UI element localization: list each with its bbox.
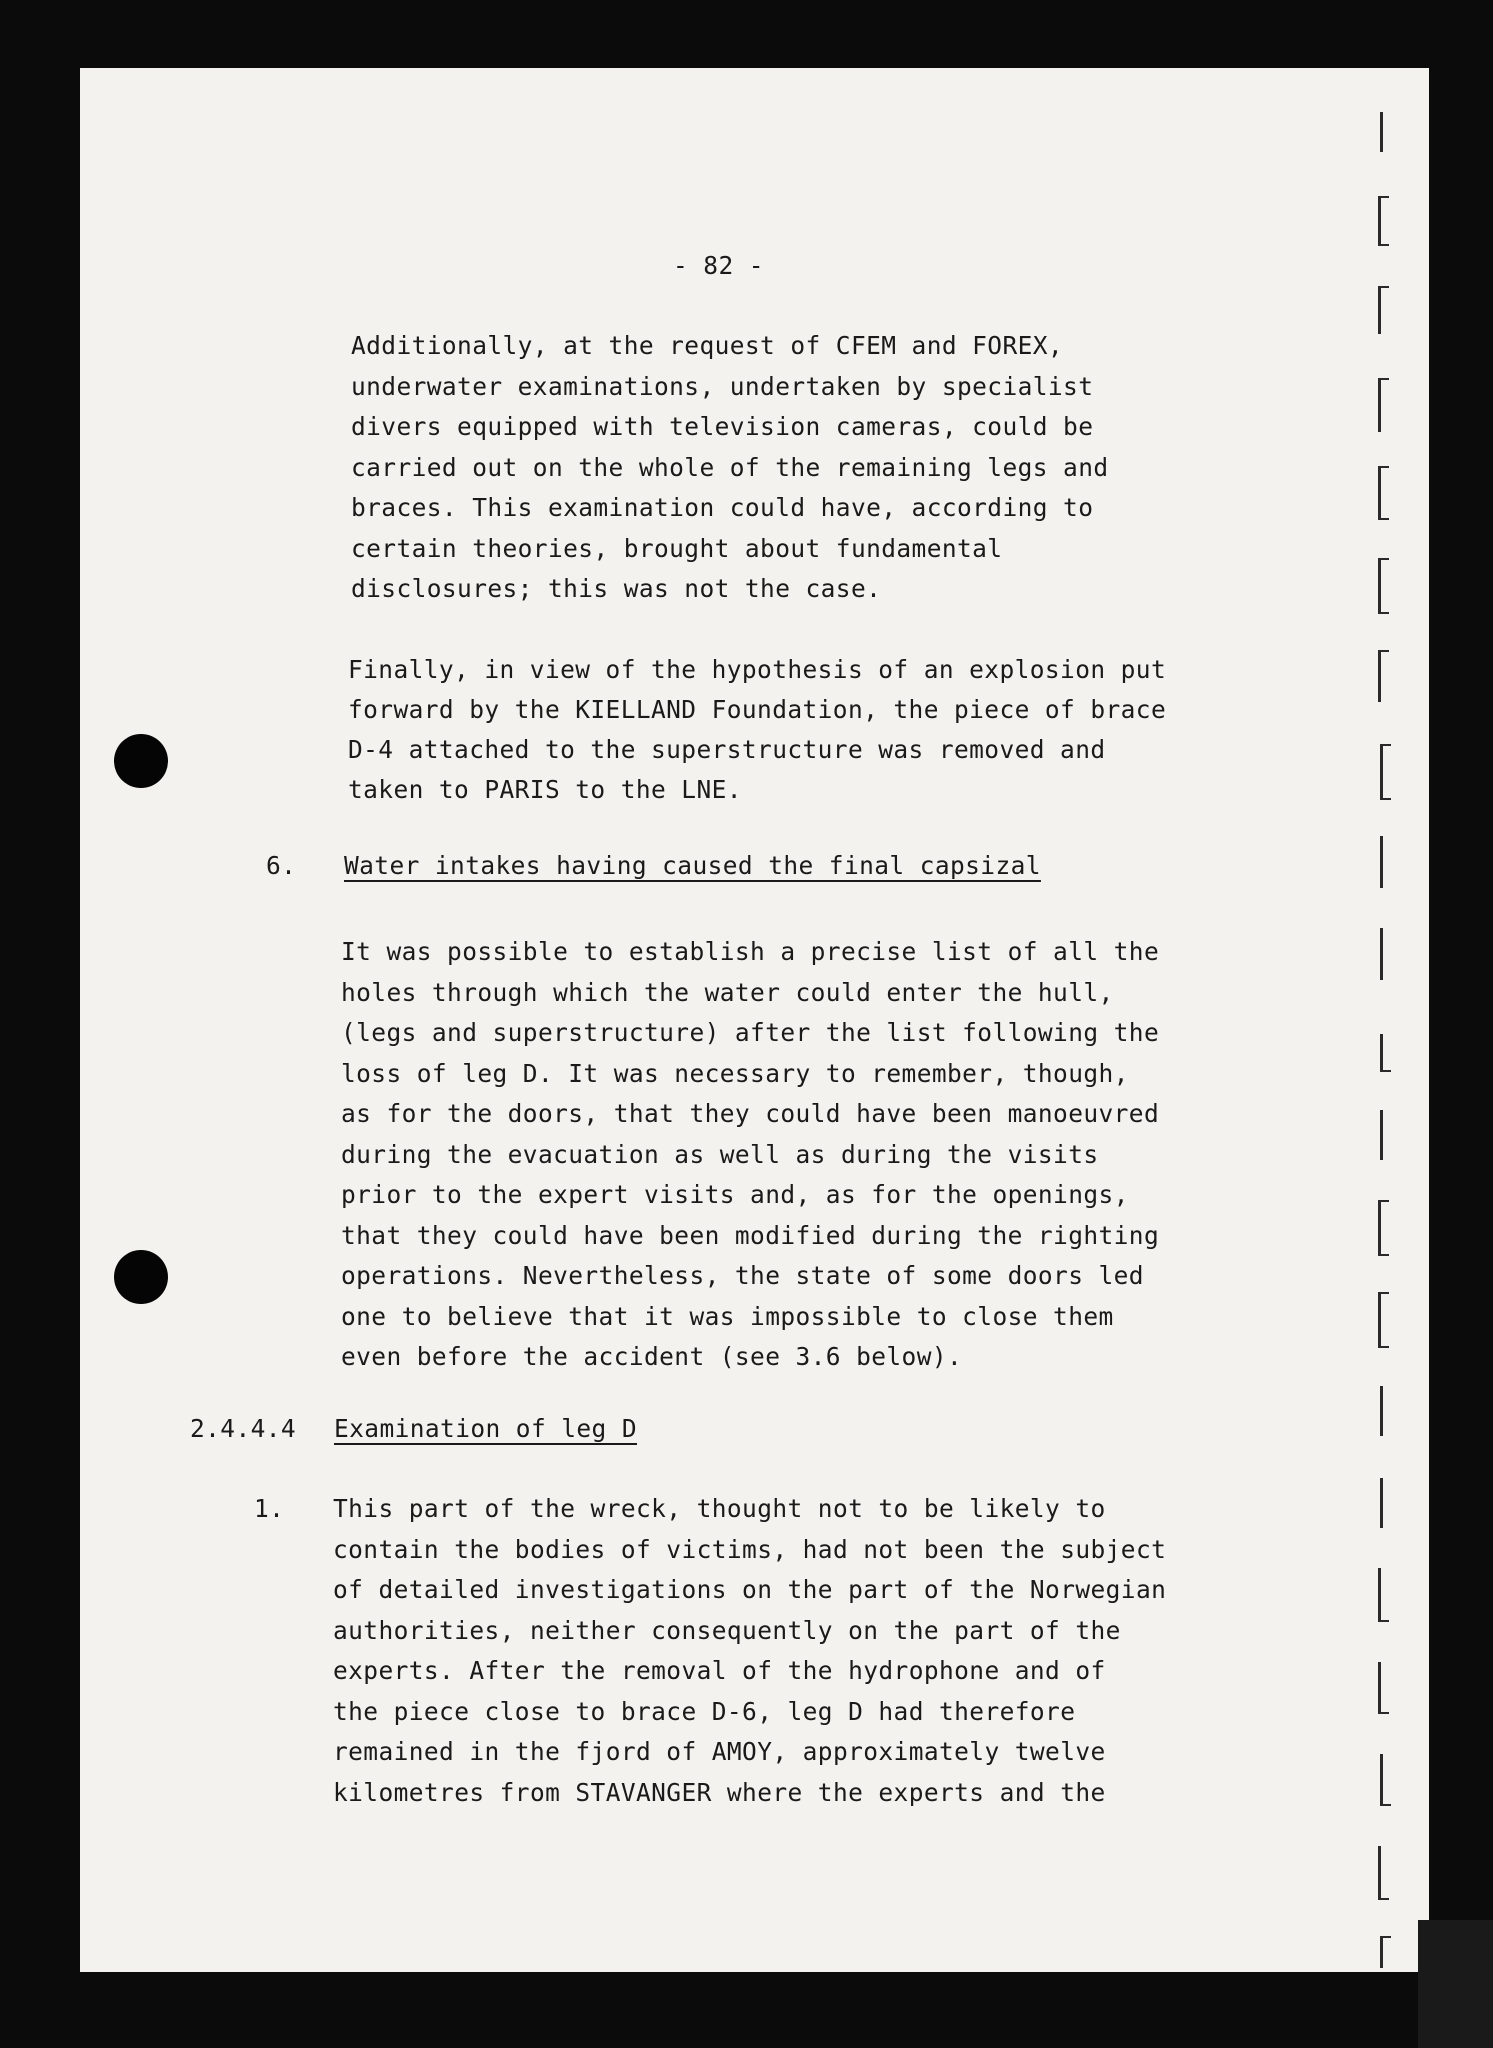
binding-mark bbox=[1380, 1754, 1391, 1806]
binding-mark bbox=[1380, 928, 1391, 980]
binding-mark bbox=[1378, 558, 1389, 614]
text-line: disclosures; this was not the case. bbox=[351, 574, 882, 603]
text-line: of detailed investigations on the part of the Norwegian bbox=[333, 1575, 1167, 1604]
section-heading: Examination of leg D bbox=[334, 1414, 638, 1443]
text-line: kilometres from STAVANGER where the experts and the bbox=[333, 1777, 1106, 1807]
binding-mark bbox=[1378, 466, 1389, 520]
text-line: certain theories, brought about fundamental bbox=[351, 533, 1003, 563]
text-line: It was possible to establish a precise list of all the bbox=[341, 937, 1160, 966]
paragraph-finally bbox=[348, 650, 1166, 810]
binding-mark bbox=[1378, 196, 1389, 246]
binding-mark bbox=[1380, 1034, 1391, 1072]
text-line: contain the bodies of victims, had not been the subject bbox=[333, 1534, 1167, 1564]
binding-mark bbox=[1378, 1662, 1389, 1714]
binding-mark bbox=[1380, 836, 1391, 888]
text-line: divers equipped with television cameras, could be bbox=[351, 412, 1094, 441]
binding-mark bbox=[1380, 1386, 1391, 1436]
text-line: holes through which the water could enter the hull, bbox=[341, 977, 1114, 1007]
text-line: carried out on the whole of the remaining legs and bbox=[351, 452, 1109, 482]
text-line: one to believe that it was impossible to close them bbox=[341, 1301, 1114, 1331]
binding-mark bbox=[1380, 1110, 1391, 1160]
punch-hole-upper bbox=[114, 734, 168, 788]
text-line: experts. After the removal of the hydrophone and of bbox=[333, 1656, 1106, 1685]
scanner-edge-strip bbox=[1418, 1920, 1493, 2048]
item-6-body bbox=[341, 932, 1159, 1378]
text-line: braces. This examination could have, according to bbox=[351, 493, 1094, 522]
text-line: Finally, in view of the hypothesis of an explosion put bbox=[348, 655, 1167, 684]
text-line: during the evacuation as well as during the visits bbox=[341, 1139, 1099, 1169]
item-1-number: 1. bbox=[254, 1494, 285, 1523]
text-line: remained in the fjord of AMOY, approximately twelve bbox=[333, 1737, 1106, 1766]
item-1-body bbox=[333, 1489, 1166, 1813]
text-line: D-4 attached to the superstructure was removed and bbox=[348, 735, 1106, 764]
item-6-heading: Water intakes having caused the final capsizal bbox=[344, 851, 1041, 880]
binding-mark bbox=[1378, 1846, 1389, 1900]
text-line: loss of leg D. It was necessary to remember, though, bbox=[341, 1058, 1129, 1088]
binding-mark bbox=[1378, 650, 1389, 702]
text-line: authorities, neither consequently on the part of the bbox=[333, 1615, 1121, 1645]
binding-mark bbox=[1378, 1568, 1389, 1622]
text-line: Additionally, at the request of CFEM and FOREX, bbox=[351, 331, 1064, 360]
section-number: 2.4.4.4 bbox=[190, 1414, 297, 1443]
text-line: taken to PARIS to the LNE. bbox=[348, 775, 742, 804]
text-line: operations. Nevertheless, the state of some doors led bbox=[341, 1261, 1144, 1290]
paragraph-additionally bbox=[351, 326, 1109, 610]
text-line: (legs and superstructure) after the list following the bbox=[341, 1018, 1160, 1047]
text-line: even before the accident (see 3.6 below). bbox=[341, 1342, 963, 1371]
binding-mark bbox=[1378, 1200, 1389, 1256]
punch-hole-lower bbox=[114, 1250, 168, 1304]
binding-mark bbox=[1380, 744, 1391, 800]
text-line: as for the doors, that they could have been manoeuvred bbox=[341, 1099, 1160, 1128]
page-number: - 82 - bbox=[673, 251, 764, 280]
binding-mark bbox=[1378, 286, 1389, 334]
text-line: prior to the expert visits and, as for the openings, bbox=[341, 1180, 1129, 1209]
item-6-number: 6. bbox=[266, 851, 297, 880]
text-line: forward by the KIELLAND Foundation, the piece of brace bbox=[348, 695, 1167, 724]
text-line: underwater examinations, undertaken by specialist bbox=[351, 371, 1094, 401]
text-line: the piece close to brace D-6, leg D had therefore bbox=[333, 1696, 1076, 1726]
text-line: that they could have been modified during the righting bbox=[341, 1220, 1160, 1250]
binding-mark bbox=[1380, 1936, 1391, 1968]
binding-mark bbox=[1378, 1292, 1389, 1348]
text-line: This part of the wreck, thought not to be likely to bbox=[333, 1494, 1106, 1523]
binding-mark bbox=[1380, 112, 1391, 152]
binding-mark bbox=[1378, 378, 1389, 432]
binding-mark bbox=[1380, 1478, 1391, 1528]
